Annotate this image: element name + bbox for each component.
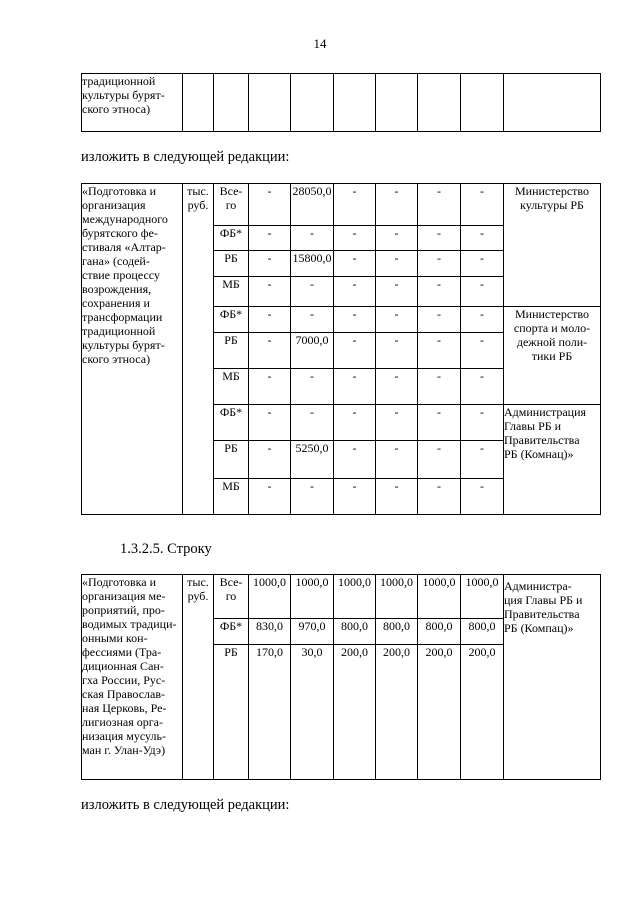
value-cell: - (376, 333, 418, 369)
desc-line: лигиозная орга- (82, 715, 164, 729)
desc-line: возрождения, (82, 282, 152, 296)
value-cell: 170,0 (249, 645, 291, 780)
row-label: МБ (214, 277, 249, 307)
row-label: ФБ* (214, 226, 249, 251)
desc-line: организация (82, 198, 146, 212)
org-line: Правительства (504, 607, 580, 621)
desc-line: онными кон- (82, 631, 148, 645)
program-description-cell (82, 184, 183, 515)
responsible-org-cell (504, 405, 601, 515)
desc-line: «Подготовка и (82, 575, 157, 589)
row-label: ФБ* (214, 307, 249, 333)
value-cell: - (461, 226, 504, 251)
desc-line: международного (82, 212, 168, 226)
desc-line: фессиями (Тра- (82, 645, 162, 659)
value-cell: - (418, 479, 461, 515)
desc-line: диционная Сан- (82, 659, 164, 673)
value-cell: - (334, 226, 376, 251)
desc-line: ского этноса) (82, 352, 151, 366)
page-number: 14 (313, 36, 327, 51)
value-cell: - (461, 333, 504, 369)
value-cell: - (376, 277, 418, 307)
value-cell: 1000,0 (334, 575, 376, 619)
value-cell: - (376, 251, 418, 277)
value-cell: 800,0 (461, 619, 504, 645)
org-line: дежной поли- (516, 335, 588, 349)
row-label: МБ (214, 369, 249, 405)
unit-cell: тыс. руб. (183, 184, 214, 515)
value-cell: - (249, 307, 291, 333)
value-cell: - (376, 405, 418, 441)
value-cell: 1000,0 (461, 575, 504, 619)
org-line: Министерство (515, 307, 589, 321)
desc-line: «Подготовка и (82, 184, 157, 198)
program-description-cell (82, 74, 183, 132)
desc-line: водимых традици- (82, 617, 177, 631)
value-cell: - (334, 441, 376, 479)
desc-line: ствие процессу (82, 268, 160, 282)
value-cell: - (249, 251, 291, 277)
row-label: РБ (214, 645, 249, 780)
value-cell: - (291, 226, 334, 251)
desc-line: ная Церковь, Ре- (82, 701, 167, 715)
section-heading: 1.3.2.5. Строку (120, 541, 212, 557)
desc-line: традиционной (82, 324, 156, 338)
value-cell: - (334, 369, 376, 405)
desc-line: организация ме- (82, 589, 166, 603)
org-line: тики РБ (531, 349, 573, 363)
value-cell: 1000,0 (418, 575, 461, 619)
desc-line: ского этноса) (82, 102, 151, 116)
value-cell: - (461, 277, 504, 307)
org-line: РБ (Компац)» (504, 621, 574, 635)
value-cell: 200,0 (376, 645, 418, 780)
row-label: ФБ* (214, 619, 249, 645)
value-cell: - (249, 479, 291, 515)
value-cell: - (249, 333, 291, 369)
desc-line: культуры бурят- (82, 338, 165, 352)
value-cell: 7000,0 (291, 333, 334, 369)
value-cell: 970,0 (291, 619, 334, 645)
table-continuation (81, 73, 601, 132)
value-cell: 800,0 (376, 619, 418, 645)
value-cell: - (334, 479, 376, 515)
value-cell: - (249, 184, 291, 226)
value-cell: - (461, 441, 504, 479)
value-cell: - (376, 441, 418, 479)
value-cell: - (418, 307, 461, 333)
value-cell: - (418, 333, 461, 369)
value-cell: 1000,0 (249, 575, 291, 619)
row-label: Все- го (214, 575, 249, 619)
value-cell: - (418, 277, 461, 307)
value-cell: - (418, 369, 461, 405)
desc-line: культуры бурят- (82, 88, 165, 102)
org-line: спорта и моло- (513, 321, 591, 335)
responsible-org-cell (504, 307, 601, 405)
row-label: ФБ* (214, 405, 249, 441)
org-line: Администра- (504, 579, 572, 593)
desc-line: гана» (содей- (82, 254, 150, 268)
value-cell: 200,0 (461, 645, 504, 780)
value-cell: 30,0 (291, 645, 334, 780)
value-cell: 200,0 (418, 645, 461, 780)
desc-line: трансформации (82, 310, 163, 324)
row-label: РБ (214, 333, 249, 369)
value-cell: - (418, 405, 461, 441)
value-cell: - (461, 405, 504, 441)
value-cell: - (376, 307, 418, 333)
desc-line: традиционной (82, 74, 156, 88)
value-cell: - (418, 226, 461, 251)
row-label: МБ (214, 479, 249, 515)
program-description-cell (82, 575, 183, 780)
org-line: Правительства (504, 433, 580, 447)
responsible-org-cell (504, 184, 601, 307)
value-cell: - (249, 405, 291, 441)
responsible-org-cell (504, 575, 601, 780)
org-line: Администрация (504, 405, 587, 419)
value-cell: 800,0 (418, 619, 461, 645)
value-cell: 830,0 (249, 619, 291, 645)
org-line: ция Главы РБ и (504, 593, 583, 607)
desc-line: сохранения и (82, 296, 150, 310)
value-cell: - (334, 184, 376, 226)
value-cell: - (334, 251, 376, 277)
value-cell: - (334, 333, 376, 369)
value-cell: - (461, 251, 504, 277)
value-cell: 5250,0 (291, 441, 334, 479)
desc-line: роприятий, про- (82, 603, 165, 617)
value-cell: 1000,0 (291, 575, 334, 619)
value-cell: 800,0 (334, 619, 376, 645)
value-cell: 28050,0 (291, 184, 334, 226)
value-cell: - (418, 441, 461, 479)
desc-line: ская Православ- (82, 687, 165, 701)
desc-line: низация мусуль- (82, 729, 166, 743)
value-cell: - (291, 405, 334, 441)
value-cell: - (249, 369, 291, 405)
value-cell: - (334, 405, 376, 441)
instruction-text: изложить в следующей редакции: (81, 149, 290, 165)
value-cell: - (376, 369, 418, 405)
row-label: РБ (214, 441, 249, 479)
value-cell: - (461, 184, 504, 226)
value-cell: - (418, 251, 461, 277)
value-cell: - (334, 277, 376, 307)
unit-cell: тыс. руб. (183, 575, 214, 780)
org-line: культуры РБ (520, 198, 584, 212)
value-cell: - (418, 184, 461, 226)
value-cell: - (249, 441, 291, 479)
value-cell: 15800,0 (291, 251, 334, 277)
value-cell: - (376, 479, 418, 515)
table-festival-new-edition (81, 183, 601, 515)
value-cell: 1000,0 (376, 575, 418, 619)
org-line: РБ (Комнац)» (504, 447, 574, 461)
row-label: Все- го (214, 184, 249, 226)
value-cell: - (461, 369, 504, 405)
value-cell: - (461, 479, 504, 515)
org-line: Главы РБ и (504, 419, 562, 433)
row-label: РБ (214, 251, 249, 277)
instruction-text: изложить в следующей редакции: (81, 797, 290, 813)
value-cell: - (291, 369, 334, 405)
value-cell: - (291, 479, 334, 515)
value-cell: - (376, 184, 418, 226)
desc-line: гха России, Рус- (82, 673, 166, 687)
value-cell: - (291, 277, 334, 307)
value-cell: - (249, 226, 291, 251)
desc-line: стиваля «Алтар- (82, 240, 166, 254)
value-cell: - (461, 307, 504, 333)
org-line: Министерство (515, 184, 589, 198)
value-cell: - (291, 307, 334, 333)
value-cell: - (249, 277, 291, 307)
desc-line: ман г. Улан-Удэ) (82, 743, 166, 757)
value-cell: - (376, 226, 418, 251)
table-religious-events (81, 574, 601, 780)
value-cell: - (334, 307, 376, 333)
desc-line: бурятского фе- (82, 226, 158, 240)
value-cell: 200,0 (334, 645, 376, 780)
